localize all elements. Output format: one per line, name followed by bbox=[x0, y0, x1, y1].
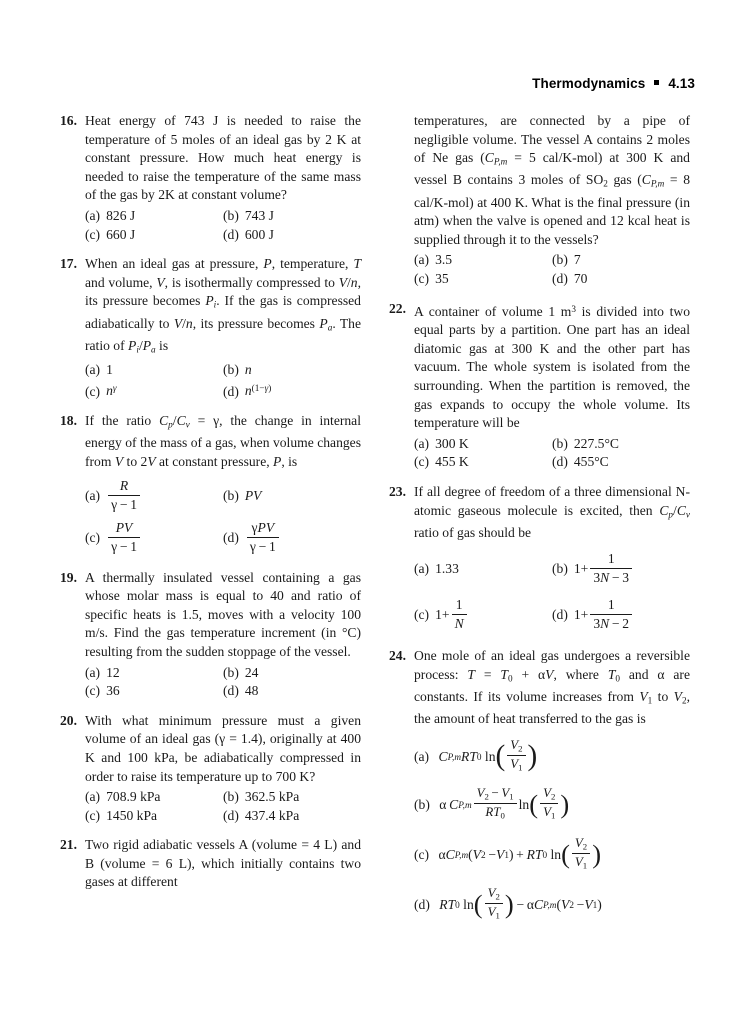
question-text: Two rigid adiabatic vessels A (volume = 4 L) and B (volume = 6 L), which initially contains two gases at different bbox=[85, 837, 361, 890]
option-a[interactable] bbox=[414, 251, 552, 270]
option-label: (a) bbox=[414, 748, 430, 764]
option-label: (b) bbox=[223, 207, 239, 223]
option-value: 3.5 bbox=[435, 252, 453, 268]
option-list bbox=[85, 361, 361, 401]
question-number: 16. bbox=[60, 113, 77, 128]
option-label: (c) bbox=[85, 530, 101, 546]
option-value: PV bbox=[244, 488, 262, 504]
option-value: 1 bbox=[106, 361, 113, 377]
option-value: 1+ $\frac{1}{3N - 3}$ bbox=[574, 553, 690, 586]
question-number: 23. bbox=[389, 484, 406, 499]
option-value: 24 bbox=[244, 664, 259, 680]
option-b[interactable] bbox=[552, 544, 690, 590]
option-value: $\frac{\text{γPV}}{\gamma - 1}$ bbox=[245, 522, 361, 555]
option-value: 455°C bbox=[573, 454, 609, 470]
question-number: 19. bbox=[60, 569, 77, 585]
option-label: (a) bbox=[85, 207, 101, 223]
option-value: 437.4 kPa bbox=[244, 807, 300, 823]
option-label: (c) bbox=[414, 607, 430, 623]
option-label: (a) bbox=[85, 664, 101, 680]
option-value: 708.9 kPa bbox=[106, 789, 161, 805]
question-text: One mole of an ideal gas undergoes a reversible process: T = T0 + αV, where T0 and α are constants. If its volume increases from V1 to V2, the amount of heat transferred to the gas is bbox=[414, 648, 690, 727]
option-c[interactable] bbox=[85, 682, 223, 701]
question-text: A container of volume 1 $m^3$ is divided into two equal parts by a partition. One part has an ideal diatomic gas at 300 K and the other part has vacuum. The whole system is isolated from the surrounding. When the partition is removed, the gas expands to occupy the whole volume. Its temperature will be bbox=[414, 303, 690, 431]
option-label: (c) bbox=[414, 454, 430, 470]
option-label: (c) bbox=[85, 226, 101, 242]
option-d[interactable] bbox=[223, 226, 361, 245]
option-value: 300 K bbox=[435, 435, 469, 451]
question-18 bbox=[58, 412, 361, 557]
question-number: 22. bbox=[389, 300, 406, 316]
chapter-title: Thermodynamics bbox=[532, 76, 646, 91]
option-d[interactable] bbox=[223, 379, 361, 401]
option-label: (c) bbox=[85, 683, 101, 699]
square-bullet-icon bbox=[654, 80, 659, 85]
option-label: (d) bbox=[223, 226, 239, 242]
option-value: 826 J bbox=[106, 207, 136, 223]
option-label: (a) bbox=[85, 488, 101, 504]
option-list bbox=[85, 788, 361, 825]
option-label: (d) bbox=[552, 454, 568, 470]
option-value: α C P,m $\frac{V2 - V1}{RT0}$ ln ( $\frac{V2}{V1}$ ) bbox=[435, 784, 570, 821]
option-value: $n^{(1-\gamma)}$ bbox=[244, 383, 272, 399]
question-number: 20. bbox=[60, 712, 77, 728]
option-b[interactable] bbox=[552, 251, 690, 270]
option-list bbox=[414, 544, 690, 636]
option-list bbox=[85, 474, 361, 558]
option-a[interactable] bbox=[414, 731, 690, 777]
option-a[interactable] bbox=[414, 435, 552, 454]
option-label: (b) bbox=[223, 664, 239, 680]
option-d[interactable] bbox=[552, 590, 690, 636]
question-21 bbox=[58, 836, 361, 892]
option-label: (b) bbox=[223, 488, 239, 504]
option-d[interactable] bbox=[552, 270, 690, 289]
question-number: 21. bbox=[60, 837, 77, 853]
question-number-spacer bbox=[387, 112, 414, 289]
option-value: 660 J bbox=[106, 226, 136, 242]
option-list bbox=[414, 251, 690, 288]
option-b[interactable] bbox=[414, 777, 690, 827]
option-a[interactable] bbox=[85, 474, 223, 516]
option-value: 7 bbox=[573, 252, 581, 268]
option-b[interactable] bbox=[223, 788, 361, 807]
option-label: (a) bbox=[414, 561, 430, 577]
running-head bbox=[532, 76, 695, 91]
option-c[interactable] bbox=[414, 453, 552, 472]
option-value: 36 bbox=[106, 683, 120, 699]
option-list bbox=[414, 435, 690, 472]
option-label: (d) bbox=[223, 383, 239, 399]
option-label: (d) bbox=[223, 530, 239, 546]
question-text: If all degree of freedom of a three dimensional N-atomic gaseous molecule is excited, then $C_p/C_v$ ratio of gas should be bbox=[414, 484, 690, 540]
option-value: 362.5 kPa bbox=[244, 789, 300, 805]
option-value: C P,m RT 0 ln ( $\frac{V2}{V1}$ ) bbox=[438, 736, 538, 773]
question-17 bbox=[58, 255, 361, 401]
option-label: (b) bbox=[414, 796, 430, 812]
option-label: (d) bbox=[414, 896, 430, 912]
option-c[interactable] bbox=[85, 379, 223, 401]
option-c[interactable] bbox=[85, 516, 223, 558]
option-label: (c) bbox=[414, 270, 430, 286]
option-value: $\frac{R}{\gamma - 1}$ bbox=[106, 480, 223, 513]
option-label: (a) bbox=[85, 789, 101, 805]
option-c[interactable] bbox=[85, 226, 223, 245]
question-text: When an ideal gas at pressure, P, temperature, T and volume, V, is isothermally compressed to V/n, its pressure becomes $P_i$. If the gas is compressed adiabatically to V/n, its pressure becomes $P_a$. The ratio of $P_i/P_a$ is bbox=[85, 256, 361, 355]
option-label: (a) bbox=[414, 435, 430, 451]
option-b[interactable] bbox=[223, 664, 361, 683]
question-number: 24. bbox=[389, 648, 406, 664]
option-label: (d) bbox=[552, 607, 568, 623]
option-d[interactable] bbox=[223, 516, 361, 558]
question-24 bbox=[387, 647, 690, 927]
option-label: (b) bbox=[223, 789, 239, 805]
question-text: A thermally insulated vessel containing a gas whose molar mass is equal to 40 and ratio of specific heats is 1.5, moves with a velocity 100 m/s. Find the gas temperature increment (in °C) resulting from the sudden stoppage of the vessel. bbox=[85, 569, 361, 659]
option-label: (d) bbox=[552, 270, 568, 286]
option-value: 227.5°C bbox=[573, 435, 619, 451]
option-c[interactable] bbox=[85, 807, 223, 826]
option-value: 1+ $\frac{1}{3N - 2}$ bbox=[574, 599, 690, 632]
option-label: (d) bbox=[223, 683, 239, 699]
option-c[interactable] bbox=[414, 590, 552, 636]
option-d[interactable] bbox=[223, 682, 361, 701]
option-label: (c) bbox=[85, 383, 101, 399]
question-number: 17. bbox=[60, 256, 77, 272]
option-a[interactable] bbox=[414, 544, 552, 590]
question-text: temperatures, are connected by a pipe of negligible volume. The vessel A contains 2 moles of Ne gas ($C_{P,m} = 5$ cal/K-mol) at 300 K and vessel B contains 3 moles of SO2 gas ($C_{P,m} = 8$ cal/K-mol) at 400 K. What is the final pressure (in atm) when the valve is opened and 12 kcal heat is supplied through it to the vessels? bbox=[414, 113, 690, 247]
option-label: (b) bbox=[223, 361, 239, 377]
option-value: 600 J bbox=[244, 226, 274, 242]
question-text: With what minimum pressure must a given volume of an ideal gas (γ = 1.4), originally at 400 K and 100 kPa, be adiabatically compressed in order to raise its temperature up to 700 K? bbox=[85, 712, 361, 784]
question-21-continuation bbox=[387, 112, 690, 289]
question-number: 18. bbox=[60, 413, 77, 429]
question-text: If the ratio $C_p/C_v = \gamma$, the change in internal energy of the mass of a gas, when volume changes from V to 2V at constant pressure, P, is bbox=[85, 413, 361, 469]
option-list bbox=[414, 731, 690, 927]
two-column-body bbox=[58, 112, 690, 938]
option-label: (a) bbox=[85, 361, 101, 377]
option-value: $n^\gamma$ bbox=[106, 383, 117, 399]
option-label: (a) bbox=[414, 252, 430, 268]
option-a[interactable] bbox=[85, 361, 223, 380]
option-value: RT 0 ln ( $\frac{V2}{V1}$ ) − α C P,m ( V 2 − V 1 ) bbox=[439, 884, 602, 921]
option-c[interactable] bbox=[414, 270, 552, 289]
option-value: n bbox=[244, 361, 252, 377]
option-value: 70 bbox=[573, 270, 588, 286]
option-a[interactable] bbox=[85, 664, 223, 683]
option-value: $\frac{PV}{\gamma - 1}$ bbox=[106, 522, 223, 555]
option-value: 455 K bbox=[435, 454, 469, 470]
option-value: 12 bbox=[106, 664, 120, 680]
option-a[interactable] bbox=[85, 207, 223, 226]
option-label: (d) bbox=[223, 807, 239, 823]
option-d[interactable] bbox=[223, 807, 361, 826]
right-column bbox=[387, 112, 690, 938]
left-column bbox=[58, 112, 361, 938]
option-label: (b) bbox=[552, 252, 568, 268]
option-value: 1.33 bbox=[435, 561, 459, 577]
option-value: 35 bbox=[435, 270, 449, 286]
page-folio: 4.13 bbox=[668, 76, 695, 91]
option-label: (c) bbox=[414, 846, 430, 862]
option-value: 48 bbox=[244, 683, 259, 699]
option-value: α C P,m ( V 2 − V 1 ) + RT 0 ln ( $\frac{V2}{V1}$ ) bbox=[435, 834, 602, 871]
option-list bbox=[85, 207, 361, 244]
option-list bbox=[85, 664, 361, 701]
option-b[interactable] bbox=[223, 207, 361, 226]
option-c[interactable] bbox=[414, 827, 690, 877]
question-16 bbox=[58, 112, 361, 244]
option-label: (b) bbox=[552, 435, 568, 451]
question-23 bbox=[387, 483, 690, 636]
option-label: (b) bbox=[552, 561, 568, 577]
question-20 bbox=[58, 712, 361, 826]
option-value: 743 J bbox=[244, 207, 274, 223]
question-22 bbox=[387, 300, 690, 473]
option-d[interactable] bbox=[414, 877, 690, 927]
option-label: (c) bbox=[85, 807, 101, 823]
option-d[interactable] bbox=[552, 453, 690, 472]
question-text: Heat energy of 743 J is needed to raise the temperature of 5 moles of an ideal gas by 2 K at constant pressure. How much heat energy is needed to raise the temperature of the same mass of the gas by 2K at constant volume? bbox=[85, 113, 361, 203]
option-b[interactable] bbox=[223, 361, 361, 380]
option-value: 1450 kPa bbox=[106, 807, 158, 823]
option-value: 1+ $\frac{1}{N}$ bbox=[435, 599, 552, 632]
option-b[interactable] bbox=[223, 474, 361, 516]
option-a[interactable] bbox=[85, 788, 223, 807]
option-b[interactable] bbox=[552, 435, 690, 454]
question-19 bbox=[58, 569, 361, 701]
